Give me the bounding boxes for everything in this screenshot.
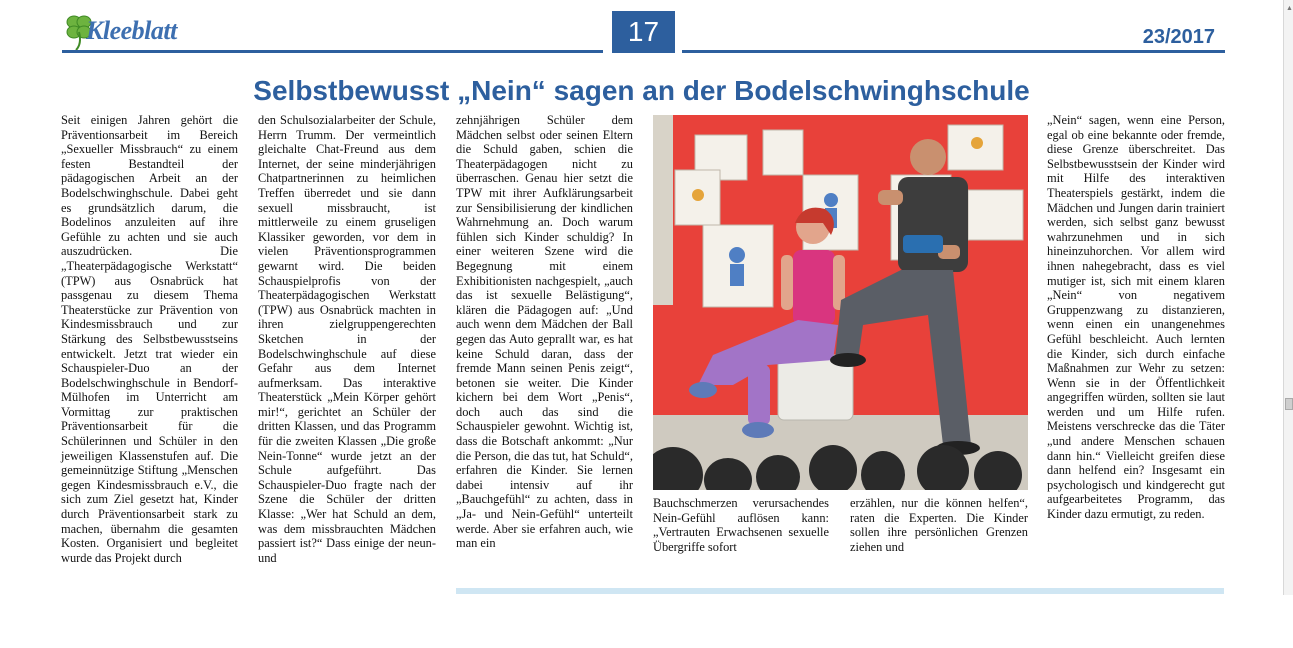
bottom-accent-bar: [456, 588, 1224, 594]
column-1-text: Seit einigen Jahren gehört die Präventionsarbeit im Bereich „Sexueller Missbrauch“ zu einem festen Bestandteil der pädagogischen Arbeit an der Bodelschwinghschule. Dabei geht es grundsätzlich darum, die Bodelinos anzuleiten auf ihre Gefühle zu achten und sie auch auszudrücken. Die „Theaterpädagogische Werkstatt“ (TPW) aus Osnabrück hat passgenau zu diesem Thema Theaterstücke zur Prävention von Kindesmissbrauch und zur Stärkung des Selbstbewusstseins entwickelt. Jetzt trat wieder ein Schauspieler-Duo an der Bodelschwinghschule in Bendorf-Mülhofen im Unterricht am Vormittag zur praktischen Präventionsarbeit für die Schülerinnen und Schüler in den jeweiligen Klassenstufen auf. Die gemeinnützige Stiftung „Menschen gegen Kindesmissbrauch e.V., die sich zum Ziel gesetzt hat, Kinder durch Präventionsarbeit stark zu machen, übernahm die gesamten Kosten. Organisiert und begleitet wurde das Projekt durch: [61, 113, 238, 565]
article-headline: Selbstbewusst „Nein“ sagen an der Bodelschwinghschule: [253, 75, 1030, 106]
kleeblatt-logo: [62, 10, 192, 52]
scrollbar-thumb[interactable]: [1285, 398, 1293, 410]
header-rule-left: [62, 50, 603, 53]
page-number: 17: [612, 11, 675, 53]
logo-text: Kleeblatt: [86, 16, 177, 45]
article-photo: [653, 115, 1028, 490]
under-photo-column-2: [850, 496, 1028, 554]
column-2-text: den Schulsozialarbeiter der Schule, Herrn Trumm. Der vermeintlich gleichalte Chat-Freund aus dem Internet, der seine minderjährigen Chatpartnerinnen zu heimlichen Treffen überredet und sie dann sexuell missbraucht, ist mittlerweile zu einem gruseligen Klassiker geworden, vor dem in vielen Präventionsprogrammen gewarnt wird. Die beiden Schauspielprofis von der Theaterpädagogischen Werkstatt (TPW) aus Osnabrück machten in ihren zielgruppengerechten Sketchen in der Bodelschwinghschule auf diese Gefahr aus dem Internet aufmerksam. Das interaktive Theaterstück „Mein Körper gehört mir!“, gerichtet an Schüler der dritten Klassen, und das Programm für die zweiten Klassen „Die große Nein-Tonne“ wurde jetzt an der Schule aufgeführt. Das Schauspieler-Duo fragte nach der Szene die Schüler der dritten Klasse: „Wer hat Schuld an dem, was dem missbrauchten Mädchen passiert ist?“ Dass einige der neun- und: [258, 113, 436, 565]
header-rule-right: [682, 50, 1225, 53]
scroll-up-icon[interactable]: ▲: [1286, 4, 1293, 12]
column-3-text: zehnjährigen Schüler dem Mädchen selbst oder seinen Eltern die Schuld gaben, schien die Theaterpädagogen nicht zu überraschen. Genau hier setzt die TPW mit ihrer Aufklärungsarbeit zur Sensibilisierung der kindlichen Wahrnehmung an. Doch warum fühlen sich Kinder schuldig? In einer weiteren Szene wird die Begegnung mit einem Exhibitionisten nachgespielt, „auch das ist sexuelle Belästigung“, klären die Pädagogen auf: „Und auch wenn dem Mädchen der Ball gegen das Auto geprallt war, es hat keine Schuld daran, dass der fremde Mann seinen Penis zeigt“, betonen sie weiter. Die Kinder kichern bei dem Wort „Penis“, doch auch das sind die Schauspieler gewohnt. Wichtig ist, dass die Botschaft ankommt: „Nur die Person, die das tut, hat Schuld“, erfahren die Kinder. Sie lernen dabei intensiv auf ihr „Bauchgefühl“ zu achten, dass in „Ja- und Nein-Gefühl“ unterteilt werde. Aber sie erfahren auch, wie man ein: [456, 113, 633, 551]
theater-scene-image: [653, 115, 1028, 490]
vertical-scrollbar[interactable]: [1283, 0, 1293, 595]
article-column-4: [1047, 113, 1225, 522]
issue-number: 23/2017: [1142, 26, 1215, 48]
article-column-3: [456, 113, 633, 551]
article-column-2: [258, 113, 436, 565]
article-column-1: [61, 113, 238, 565]
under-photo-text-2: erzählen, nur die können helfen“, raten die Experten. Die Kinder sollen ihre persönlichen Grenzen ziehen und: [850, 496, 1028, 554]
under-photo-column-1: [653, 496, 829, 554]
column-4-text: „Nein“ sagen, wenn eine Person, egal ob eine bekannte oder fremde, diese Grenze überschreitet. Das Selbstbewusstsein der Kinder wird mit Hilfe des interaktiven Theaterspiels gestärkt, indem die Mädchen und Jungen darin trainiert werden, sich selbst ganz bewusst wahrzunehmen und in sich hineinzuhorchen. Vor allem wird ihnen nahegebracht, dass es viel mutiger ist, sich mit einem klaren „Nein“ von negativem Gruppenzwang zu distanzieren, wenn einen ein unangenehmes Gefühl beschleicht. Auch lernten die Kinder, sich durch einfache Maßnahmen zur Wehr zu setzen: Wenn sie in der Öffentlichkeit angegriffen würden, sollten sie laut werden und um Hilfe rufen. Meistens verschrecke das die Täter „und andere Menschen schauen dann hin.“ Vielleicht greifen diese dann helfend ein? Insgesamt ein psychologisch und kindgerecht gut aufgearbeitetes Programm, das Kinder dazu ermutigt, zu reden.: [1047, 113, 1225, 522]
under-photo-text-1: Bauchschmerzen verursachendes Nein-Gefühl auflösen kann: „Vertrauten Erwachsenen sexuelle Übergriffe sofort: [653, 496, 829, 554]
